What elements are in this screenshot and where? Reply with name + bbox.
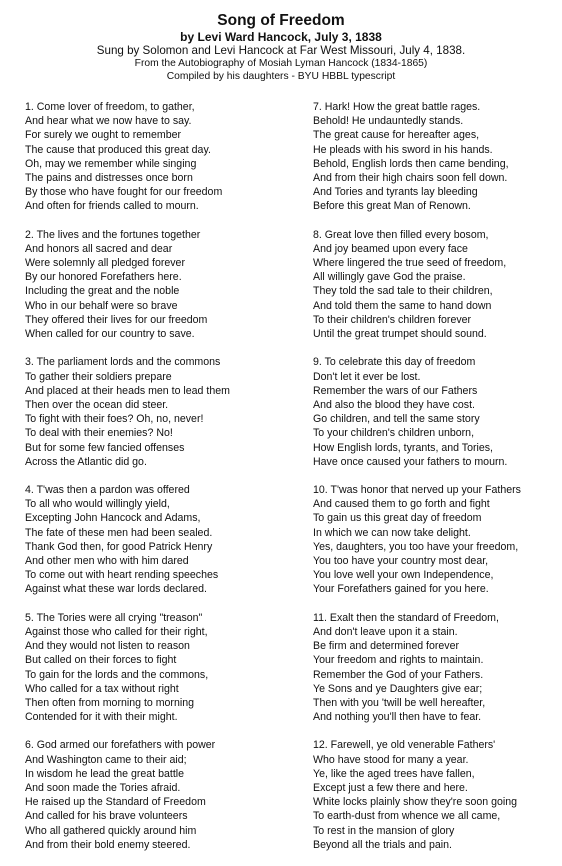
verse-line: Don't let it ever be lost.	[313, 370, 421, 383]
stanza-8	[313, 228, 553, 342]
verse-line: 9. To celebrate this day of freedom	[313, 356, 476, 369]
stanza-10	[313, 483, 553, 597]
verse-line: Who called for a tax without right	[25, 682, 179, 695]
verse-line: The cause that produced this great day.	[25, 143, 211, 156]
verse-line: Remember the wars of our Fathers	[313, 384, 478, 397]
verse-line: And Tories and tyrants lay bleeding	[313, 186, 478, 199]
verse-line: Be firm and determined forever	[313, 640, 460, 653]
verse-line: And placed at their heads men to lead them	[25, 384, 230, 397]
verse-line: 10. T'was honor that nerved up your Fathers	[313, 484, 521, 497]
verse-line: Ye, like the aged trees have fallen,	[313, 767, 475, 780]
stanza-12	[313, 738, 553, 852]
verse-line: Behold! He undauntedly stands.	[313, 115, 464, 128]
verse-line: Oh, may we remember while singing	[25, 157, 197, 170]
verse-line: Then often from morning to morning	[25, 696, 194, 709]
document-header	[0, 11, 562, 83]
verse-line: White locks plainly show they're soon going	[313, 796, 517, 809]
verse-line: 1. Come lover of freedom, to gather,	[25, 101, 195, 113]
verse-line: Excepting John Hancock and Adams,	[25, 512, 201, 525]
compiled-note: Compiled by his daughters - BYU HBBL typescript	[166, 70, 396, 82]
verse-line: To earth-dust from whence we all came,	[313, 810, 501, 823]
verse-line: To rest in the mansion of glory	[313, 824, 455, 837]
verse-line: The pains and distresses once born	[25, 171, 193, 184]
verse-line: And hear what we now have to say.	[25, 115, 192, 128]
verse-line: You love well your own Independence,	[313, 569, 494, 582]
verse-line: Yes, daughters, you too have your freedom,	[313, 540, 519, 553]
verse-line: To come out with heart rending speeches	[25, 569, 219, 582]
verse-line: 8. Great love then filled every bosom,	[313, 228, 489, 241]
verse-line: Then over the ocean did steer.	[25, 398, 169, 411]
verse-line: 7. Hark! How the great battle rages.	[313, 101, 481, 113]
performance-note: Sung by Solomon and Levi Hancock at Far West Missouri, July 4, 1838.	[96, 44, 466, 57]
verse-line: Your Forefathers gained for you here.	[313, 583, 489, 596]
verse-line: Against what these war lords declared.	[25, 583, 207, 596]
verse-line: And called for his brave volunteers	[25, 810, 188, 823]
verse-line: Against those who called for their right,	[25, 625, 208, 638]
right-column	[313, 100, 553, 866]
verse-line: You too have your country most dear,	[313, 555, 489, 567]
verse-line: By our honored Forefathers here.	[25, 271, 182, 284]
verse-line: To your children's children unborn,	[313, 427, 475, 440]
verse-line: 6. God armed our forefathers with power	[25, 739, 216, 752]
verse-line: But for some few fancied offenses	[25, 441, 185, 454]
verse-line: The great cause for hereafter ages,	[313, 129, 480, 142]
verse-line: And soon made the Tories afraid.	[25, 782, 181, 794]
verse-line: By those who have fought for our freedom	[25, 186, 223, 199]
verse-line: Were solemnly all pledged forever	[25, 257, 185, 270]
verse-line: When called for our country to save.	[25, 328, 195, 340]
stanza-9	[313, 355, 553, 469]
stanza-5	[25, 611, 287, 725]
verse-line: And caused them to go forth and fight	[313, 498, 490, 511]
verse-line: Then with you 'twill be well hereafter,	[313, 696, 486, 709]
verse-line: In which we can now take delight.	[313, 526, 471, 539]
verse-line: But called on their forces to fight	[25, 654, 177, 667]
verse-line: And honors all sacred and dear	[25, 242, 173, 255]
verse-line: 12. Farewell, ye old venerable Fathers'	[313, 739, 496, 752]
verse-line: To fight with their foes? Oh, no, never!	[25, 413, 204, 426]
verse-line: And other men who with him dared	[25, 555, 189, 567]
verse-line: Before this great Man of Renown.	[313, 200, 471, 213]
verse-line: Thank God then, for good Patrick Henry	[25, 540, 213, 553]
verse-line: Who in our behalf were so brave	[25, 299, 178, 312]
verse-line: Behold, English lords then came bending,	[313, 157, 509, 170]
stanza-3	[25, 355, 287, 469]
stanza-4	[25, 483, 287, 597]
verse-line: And from their high chairs soon fell down.	[313, 171, 508, 184]
verse-line: To all who would willingly yield,	[25, 498, 170, 511]
verse-line: And told them the same to hand down	[313, 299, 492, 312]
source-note: From the Autobiography of Mosiah Lyman Hancock (1834-1865)	[134, 58, 428, 69]
verse-line: 11. Exalt then the standard of Freedom,	[313, 611, 499, 624]
verse-line: 3. The parliament lords and the commons	[25, 356, 221, 369]
stanza-7	[313, 100, 553, 214]
author-byline: by Levi Ward Hancock, July 3, 1838	[180, 30, 382, 44]
verse-line: And they would not listen to reason	[25, 640, 190, 653]
verse-line: In wisdom he lead the great battle	[25, 767, 185, 780]
verse-line: Ye Sons and ye Daughters give ear;	[313, 682, 483, 695]
verse-line: 4. T'was then a pardon was offered	[25, 484, 190, 497]
verse-line: Who have stood for many a year.	[313, 753, 469, 766]
stanza-2	[25, 228, 287, 342]
verse-line: Contended for it with their might.	[25, 711, 178, 724]
verse-line: And also the blood they have cost.	[313, 398, 475, 411]
verse-line: 2. The lives and the fortunes together	[25, 228, 201, 241]
verse-line: Who all gathered quickly around him	[25, 824, 197, 837]
verse-line: Remember the God of your Fathers.	[313, 668, 484, 681]
verse-line: Your freedom and rights to maintain.	[313, 654, 484, 667]
verse-line: Have once caused your fathers to mourn.	[313, 455, 508, 468]
verse-line: And joy beamed upon every face	[313, 242, 468, 255]
verse-line: Including the great and the noble	[25, 285, 180, 298]
verse-line: And nothing you'll then have to fear.	[313, 711, 482, 724]
stanza-11	[313, 611, 553, 725]
stanza-6	[25, 738, 287, 852]
verse-line: And Washington came to their aid;	[25, 753, 187, 766]
verse-line: They told the sad tale to their children,	[313, 285, 493, 298]
verse-line: Go children, and tell the same story	[313, 413, 480, 426]
verse-line: 5. The Tories were all crying "treason"	[25, 611, 203, 624]
verse-line: To gather their soldiers prepare	[25, 370, 172, 383]
verse-line: Beyond all the trials and pain.	[313, 838, 452, 851]
verse-line: He pleads with his sword in his hands.	[313, 143, 493, 156]
verse-line: And from their bold enemy steered.	[25, 838, 191, 851]
verse-line: How English lords, tyrants, and Tories,	[313, 441, 493, 454]
stanza-1	[25, 100, 287, 214]
verse-line: He raised up the Standard of Freedom	[25, 796, 206, 809]
verse-line: Except just a few there and here.	[313, 782, 468, 794]
left-column	[25, 100, 287, 866]
verse-line: The fate of these men had been sealed.	[25, 526, 213, 539]
verse-line: All willingly gave God the praise.	[313, 271, 466, 284]
verse-line: For surely we ought to remember	[25, 129, 182, 142]
song-title: Song of Freedom	[217, 12, 345, 29]
verse-line: To deal with their enemies? No!	[25, 427, 173, 440]
verse-line: To gain us this great day of freedom	[313, 512, 482, 525]
verse-line: To gain for the lords and the commons,	[25, 668, 209, 681]
verse-line: And don't leave upon it a stain.	[313, 625, 458, 638]
verse-line: And often for friends called to mourn.	[25, 200, 199, 213]
verse-line: Where lingered the true seed of freedom,	[313, 257, 507, 270]
verse-line: Until the great trumpet should sound.	[313, 328, 487, 340]
verse-line: They offered their lives for our freedom	[25, 313, 208, 326]
verse-line: Across the Atlantic did go.	[25, 455, 147, 468]
verse-line: To their children's children forever	[313, 313, 472, 326]
